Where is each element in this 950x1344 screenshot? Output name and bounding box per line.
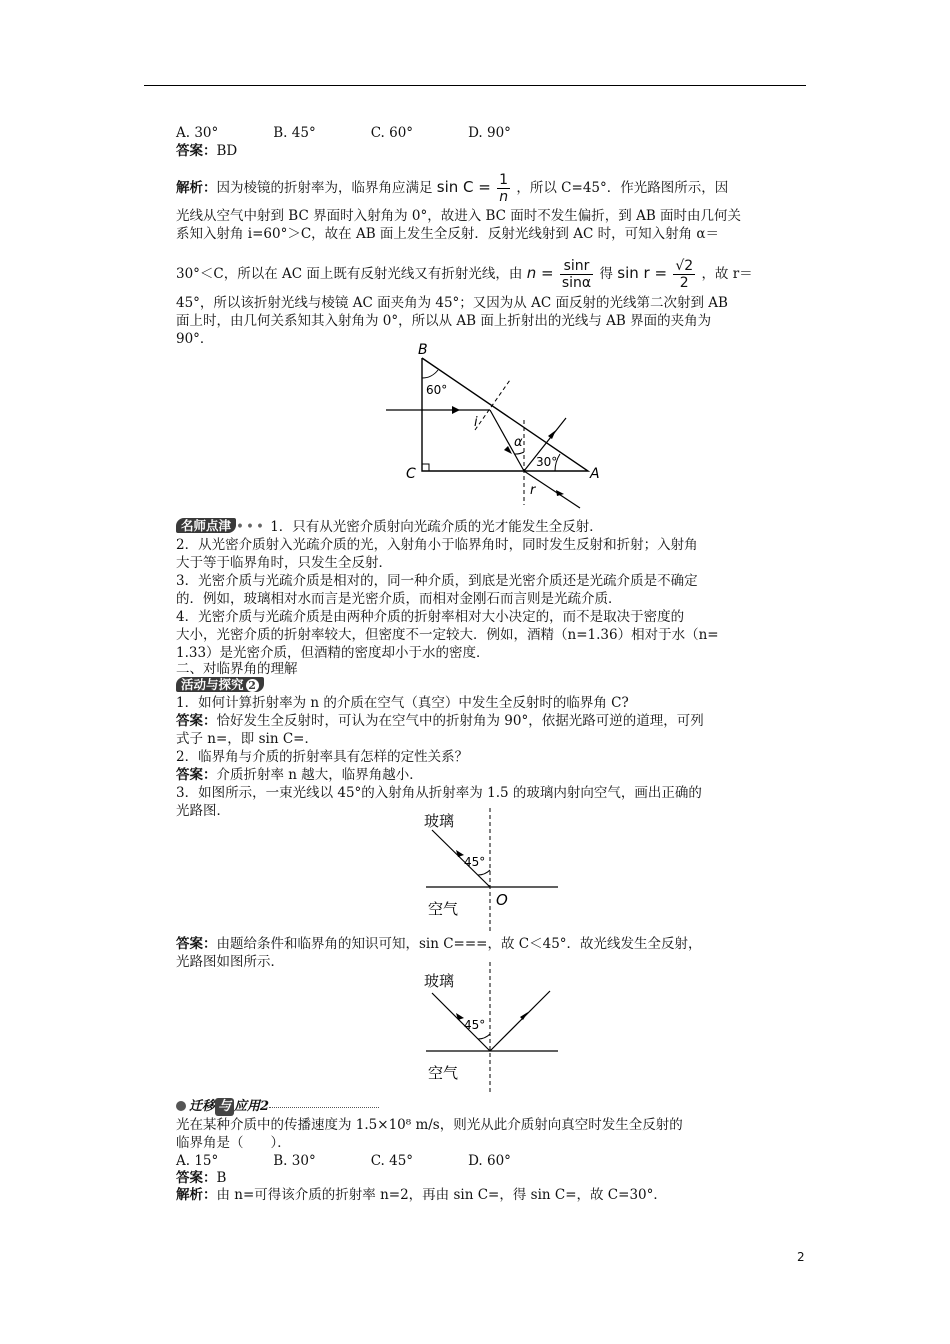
q1-analysis-line5: 45°，所以该折射光线与棱镜 AC 面夹角为 45°；又因为从 AC 面反射的光线第二次射到 AB — [176, 295, 728, 311]
page-number: 2 — [797, 1250, 805, 1264]
q1-options — [176, 124, 511, 142]
prism-outline — [422, 358, 588, 471]
apply-options — [176, 1152, 511, 1170]
option-c: C. 45° — [370, 1153, 414, 1169]
apply-answer: 答案：B — [176, 1170, 227, 1186]
prism-diagram — [380, 340, 620, 510]
option-d: D. 60° — [468, 1153, 511, 1169]
reflected-ray — [490, 991, 550, 1051]
sec2-a3-line1: 答案：由题给条件和临界角的知识可知，sin C===，故 C＜45°．故光线发生全反射， — [176, 936, 702, 952]
tips-line2: 2．从光密介质射入光疏介质的光，入射角小于临界角时，同时发生反射和折射；入射角 — [176, 537, 698, 553]
arrow-refracted — [556, 490, 564, 496]
activity-tag: 活动与探究 2 — [176, 677, 264, 695]
sec2-q3-line2: 光路图． — [176, 803, 230, 819]
q1-analysis-line1: 解析：因为棱镜的折射率为，临界角应满足 sin C = $\frac{1}{n}$ ，所以 C=45°．作光路图所示，因 — [176, 172, 729, 205]
tips-line8: 1.33）是光密介质，但酒精的密度却小于水的密度． — [176, 645, 490, 661]
arrow-incident — [452, 406, 460, 414]
arc-60 — [422, 370, 438, 378]
label-45: 45° — [464, 855, 486, 869]
q1-analysis-line2: 光线从空气中射到 BC 界面时入射角为 0°，故进入 BC 面时不发生偏折，到 AB 面时由几何关 — [176, 208, 742, 224]
tips-line5: 的．例如，玻璃相对水而言是光密介质，而相对金刚石而言则是光疏介质． — [176, 591, 622, 607]
option-a: A. 30° — [176, 125, 219, 141]
label-o: O — [496, 891, 508, 909]
apply-tag: 迁移 与 应用2 — [176, 1097, 379, 1116]
label-i: i — [474, 415, 478, 430]
q1-analysis-line3: 系知入射角 i=60°＞C，故在 AB 面上发生全反射．反射光线射到 AC 时，可知入射角 α＝ — [176, 226, 719, 242]
q1-analysis-line4: 30°＜C，所以在 AC 面上既有反射光线又有折射光线，由 n = $\frac{\sin r}{\sin\alpha}$ 得 sin r = $\frac{√2}{2}$ ，故 r＝ — [176, 258, 753, 291]
sec2-a2: 答案：介质折射率 n 越大，临界角越小． — [176, 767, 423, 783]
q1-analysis-line7: 90°． — [176, 331, 214, 347]
label-air: 空气 — [428, 1064, 459, 1082]
fraction-1-over-n: $\frac{1}{n}$ — [499, 172, 509, 205]
arrow-incident — [456, 850, 464, 857]
option-c: C. 60° — [370, 125, 414, 141]
tips-badge: 名师点津 — [176, 518, 236, 533]
label-45: 45° — [464, 1018, 486, 1032]
sec2-q1: 1．如何计算折射率为 n 的介质在空气（真空）中发生全反射时的临界角 C? — [176, 695, 629, 711]
apply-analysis: 解析：由 n=可得该介质的折射率 n=2，再由 sin C=，得 sin C=，故 C=30°． — [176, 1187, 667, 1203]
option-a: A. 15° — [176, 1153, 219, 1169]
label-a: A — [590, 466, 600, 482]
label-30: 30° — [536, 455, 558, 469]
apply-q-line2: 临界角是（ ）． — [176, 1135, 291, 1151]
header-rule — [144, 85, 806, 86]
tips-line6: 4．光密介质与光疏介质是由两种介质的折射率相对大小决定的，而不是取决于密度的 — [176, 609, 685, 625]
tag-dotted-line — [269, 1107, 379, 1108]
tips-line3: 大于等于临界角时，只发生全反射． — [176, 555, 392, 571]
sec2-a1-line2: 式子 n=，即 sin C=． — [176, 731, 318, 747]
fraction-sinr-sinalpha: $\frac{\sin r}{\sin\alpha}$ — [561, 258, 592, 291]
arc-45 — [478, 870, 490, 875]
tag-ring-icon — [176, 1101, 186, 1111]
label-air: 空气 — [428, 900, 459, 918]
section-heading: 二、对临界角的理解 — [176, 661, 298, 677]
label-glass: 玻璃 — [424, 812, 455, 830]
label-r: r — [530, 483, 536, 498]
label-60: 60° — [426, 383, 448, 397]
q1-analysis-line6: 面上时，由几何关系知其入射角为 0°，所以从 AB 面上折射出的光线与 AB 界面的夹角为 — [176, 313, 712, 329]
q1-answer: 答案：BD — [176, 143, 238, 159]
sec2-a3-line2: 光路图如图所示． — [176, 954, 284, 970]
fraction-root2-over-2: $\frac{√2}{2}$ — [675, 258, 694, 291]
label-c: C — [406, 466, 416, 482]
label-glass: 玻璃 — [424, 972, 455, 990]
arc-alpha — [514, 452, 524, 454]
option-d: D. 90° — [468, 125, 511, 141]
tips-line4: 3．光密介质与光疏介质是相对的，同一种介质，到底是光密介质还是光疏介质是不确定 — [176, 573, 698, 589]
sec2-q3-line1: 3．如图所示，一束光线以 45°的入射角从折射率为 1.5 的玻璃内射向空气，画出正确的 — [176, 785, 702, 801]
right-angle-mark — [422, 464, 429, 471]
arrow-second — [548, 430, 556, 439]
tips-line1: 名师点津 ••• 1．只有从光密介质射向光疏介质的光才能发生全反射． — [176, 518, 603, 536]
sec2-a1-line1: 答案：恰好发生全反射时，可认为在空气中的折射角为 90°，依据光路可逆的道理，可列 — [176, 713, 704, 729]
sec2-q2: 2．临界角与介质的折射率具有怎样的定性关系？ — [176, 749, 469, 765]
tips-line7: 大小，光密介质的折射率较大，但密度不一定较大．例如，酒精（n=1.36）相对于水（n= — [176, 627, 719, 643]
arc-45 — [478, 1034, 490, 1039]
option-b: B. 30° — [273, 1153, 316, 1169]
option-b: B. 45° — [273, 125, 316, 141]
sinC-equation: sin C = — [436, 178, 491, 196]
normal-ab — [475, 380, 510, 430]
arrow-reflected — [520, 1012, 528, 1020]
label-b: B — [418, 342, 428, 358]
label-alpha: α — [514, 435, 523, 450]
glass-air-diagram — [420, 808, 570, 933]
apply-q-line1: 光在某种介质中的传播速度为 1.5×10⁸ m/s，则光从此介质射向真空时发生全反射的 — [176, 1117, 683, 1133]
total-reflection-diagram — [420, 962, 570, 1094]
